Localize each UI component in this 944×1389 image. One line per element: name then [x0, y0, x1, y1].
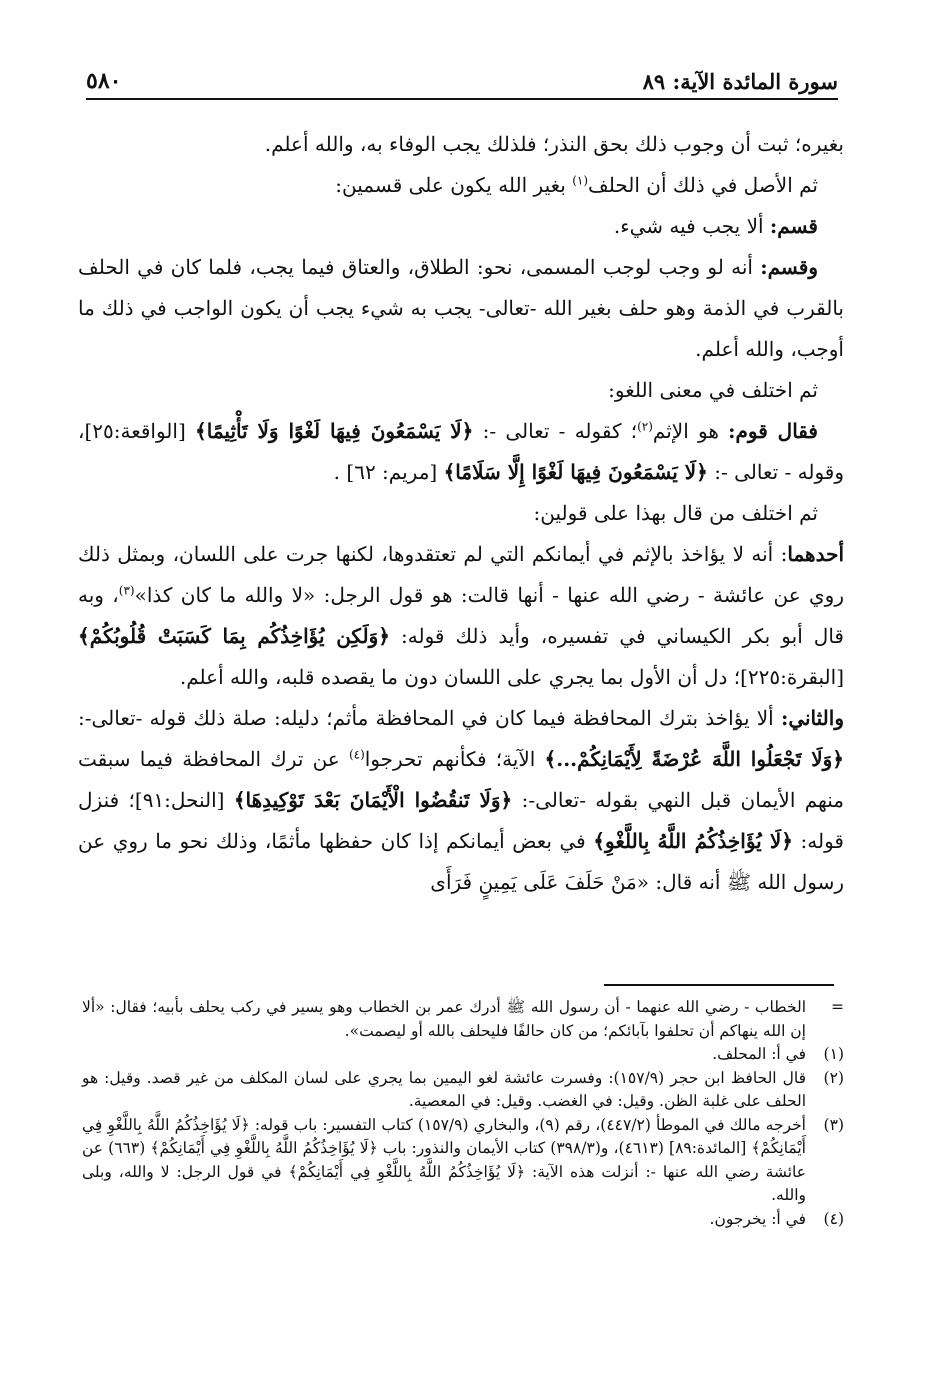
paragraph-2	[78, 165, 844, 206]
footnote-ref-4[interactable]: (٤)	[348, 747, 365, 762]
footnote-ref-1[interactable]: (١)	[572, 173, 589, 188]
paragraph-3-text: ألا يجب فيه شيء.	[613, 214, 770, 238]
footnote-text: في أ: يخرجون.	[709, 1209, 806, 1228]
paragraph-3-lead: قسم:	[769, 214, 818, 238]
footnote-number: (٤)	[823, 1209, 844, 1228]
paragraph-6	[78, 411, 844, 493]
paragraph-9	[78, 698, 844, 903]
footnote-ref-2[interactable]: (٢)	[637, 419, 653, 434]
paragraph-8	[78, 534, 844, 698]
paragraph-4	[78, 247, 844, 370]
quran-verse-2: ﴿لَا يَسْمَعُونَ فِيهَا لَغْوًا إِلَّا سَلَامًا﴾	[443, 460, 708, 484]
surah-title: سورة المائدة الآية: ٨٩	[642, 69, 838, 94]
paragraph-6-lead: فقال قوم:	[728, 419, 818, 443]
paragraph-1	[78, 124, 844, 165]
footnote-number: (٣)	[823, 1115, 844, 1134]
footnote-ref-3[interactable]: (٣)	[118, 583, 135, 598]
footnote-number: =	[831, 998, 844, 1016]
quran-verse-5: ﴿وَلَا تَنقُضُوا الْأَيْمَانَ بَعْدَ تَوْكِيدِهَا﴾	[233, 788, 513, 812]
footnote-continued	[82, 996, 844, 1043]
footnote-number: (١)	[823, 1045, 844, 1063]
paragraph-6-text-c: [الواقعة:٢٥]، وقوله - تعالى -:	[78, 419, 844, 484]
footnote-4	[82, 1208, 844, 1232]
footnote-1	[82, 1043, 844, 1067]
paragraph-6-text-a: هو الإثم	[652, 419, 729, 443]
footnote-text: الخطاب - رضي الله عنهما - أن رسول الله ﷺ أدرك عمر بن الخطاب وهو يسير في ركب يحلف بأبيه؛ فقال: «ألا إن الله ينهاكم أن تحلفوا بآبائكم؛ من كان حالفًا فليحلف بالله أو ليصمت».	[82, 998, 806, 1040]
paragraph-8-text-c: [البقرة:٢٢٥]؛ دل أن الأول بما يجري على اللسان دون ما يقصده قلبه، والله أعلم.	[179, 665, 844, 689]
footnote-text: في أ: المحلف.	[712, 1045, 806, 1063]
footnote-3	[82, 1114, 844, 1208]
paragraph-8-text-b: ، وبه قال أبو بكر الكيساني في تفسيره، وأيد ذلك قوله:	[78, 583, 844, 648]
quran-verse-3: ﴿وَلَكِن يُؤَاخِذُكُم بِمَا كَسَبَتْ قُلُوبُكُمْ﴾	[78, 624, 390, 648]
footnote-separator	[604, 984, 834, 986]
paragraph-2-text-b: بغير الله يكون على قسمين:	[335, 173, 573, 197]
paragraph-7-text: ثم اختلف من قال بهذا على قولين:	[533, 501, 818, 525]
paragraph-9-text-c: عن ترك المحافظة فيما سبقت منهم الأيمان قبل النهي بقوله -تعالى-:	[78, 747, 845, 812]
paragraph-3	[78, 206, 844, 247]
paragraph-4-text: أنه لو وجب لوجب المسمى، نحو: الطلاق، والعتاق فيما يجب، فلما كان في الحلف بالقرب في الذمة وهو حلف بغير الله -تعالى- يجب به شيء يجب أن يكون الواجب في ذلك ما أوجب، والله أعلم.	[78, 255, 844, 361]
quran-verse-4: ﴿وَلَا تَجْعَلُوا اللَّهَ عُرْضَةً لِأَيْمَانِكُمْ...﴾	[544, 747, 844, 771]
footnote-number: (٢)	[823, 1068, 844, 1087]
main-text	[78, 124, 844, 903]
footnotes	[82, 996, 844, 1231]
paragraph-5-text: ثم اختلف في معنى اللغو:	[608, 378, 818, 402]
quran-verse-1: ﴿لَا يَسْمَعُونَ فِيهَا لَغْوًا وَلَا تَأْثِيمًا﴾	[195, 419, 474, 443]
paragraph-6-text-b: ؛ كقوله - تعالى -:	[473, 419, 638, 443]
paragraph-8-lead: أحدهما	[787, 542, 844, 566]
page-number: ٥٨٠	[86, 68, 122, 94]
paragraph-9-text-b: الآية؛ فكأنهم تحرجوا	[364, 747, 545, 771]
paragraph-8-text-a: : أنه لا يؤاخذ بالإثم في أيمانكم التي لم تعتقدوها، لكنها جرت على اللسان، وبمثل ذلك روي عن عائشة - رضي الله عنها - أنها قالت: هو قول الرجل: «لا والله ما كان كذا»	[78, 542, 844, 607]
quran-verse-6: ﴿لَا يُؤَاخِذُكُمُ اللَّهُ بِاللَّغْوِ﴾	[593, 829, 794, 853]
paragraph-5	[78, 370, 844, 411]
footnote-text: أخرجه مالك في الموطأ (٤٤٧/٢)، رقم (٩)، والبخاري (١٥٧/٩) كتاب التفسير: باب قوله: ﴿لَا يُؤَاخِذُكُمُ اللَّهُ بِاللَّغْوِ فِي أَيْمَانِكُمْ﴾ [المائدة:٨٩] (٤٦١٣)، و(٣٩٨/٣) كتاب الأيمان والنذور: باب ﴿لَا يُؤَاخِذُكُمُ اللَّهُ بِاللَّغْوِ فِي أَيْمَانِكُمْ﴾ (٦٦٣) عن عائشة رضي الله عنها -: أنزلت هذه الآية: ﴿لَا يُؤَاخِذُكُمُ اللَّهُ بِاللَّغْوِ فِي أَيْمَانِكُمْ﴾ في قول الرجل: لا والله، وبلى والله.	[82, 1115, 806, 1204]
footnote-text: قال الحافظ ابن حجر (١٥٧/٩): وفسرت عائشة لغو اليمين بما يجري على لسان المكلف من غير قصد. وقيل: هو الحلف على غلبة الظن. وقيل: في الغضب. وقيل: في المعصية.	[82, 1068, 806, 1110]
paragraph-9-text-d: [النحل:٩١]؛ فنزل قوله:	[78, 788, 844, 853]
paragraph-9-lead: والثاني:	[780, 706, 844, 730]
paragraph-2-text-a: ثم الأصل في ذلك أن الحلف	[588, 173, 818, 197]
paragraph-1-text: بغيره؛ ثبت أن وجوب ذلك بحق النذر؛ فلذلك يجب الوفاء به، والله أعلم.	[264, 132, 844, 156]
paragraph-6-text-d: [مريم: ٦٢] .	[333, 460, 444, 484]
paragraph-7	[78, 493, 844, 534]
footnote-2	[82, 1067, 844, 1114]
paragraph-9-text-e: في بعض أيمانكم إذا كان حفظها مأثمًا، وذلك نحو ما روي عن رسول الله ﷺ أنه قال: «مَنْ حَلَفَ عَلَى يَمِينٍ فَرَأَى	[78, 829, 844, 894]
paragraph-9-text-a: ألا يؤاخذ بترك المحافظة فيما كان في المحافظة مأثم؛ دليله: صلة ذلك قوله -تعالى-:	[78, 706, 781, 730]
paragraph-4-lead: وقسم:	[760, 255, 818, 279]
running-header	[86, 58, 838, 100]
